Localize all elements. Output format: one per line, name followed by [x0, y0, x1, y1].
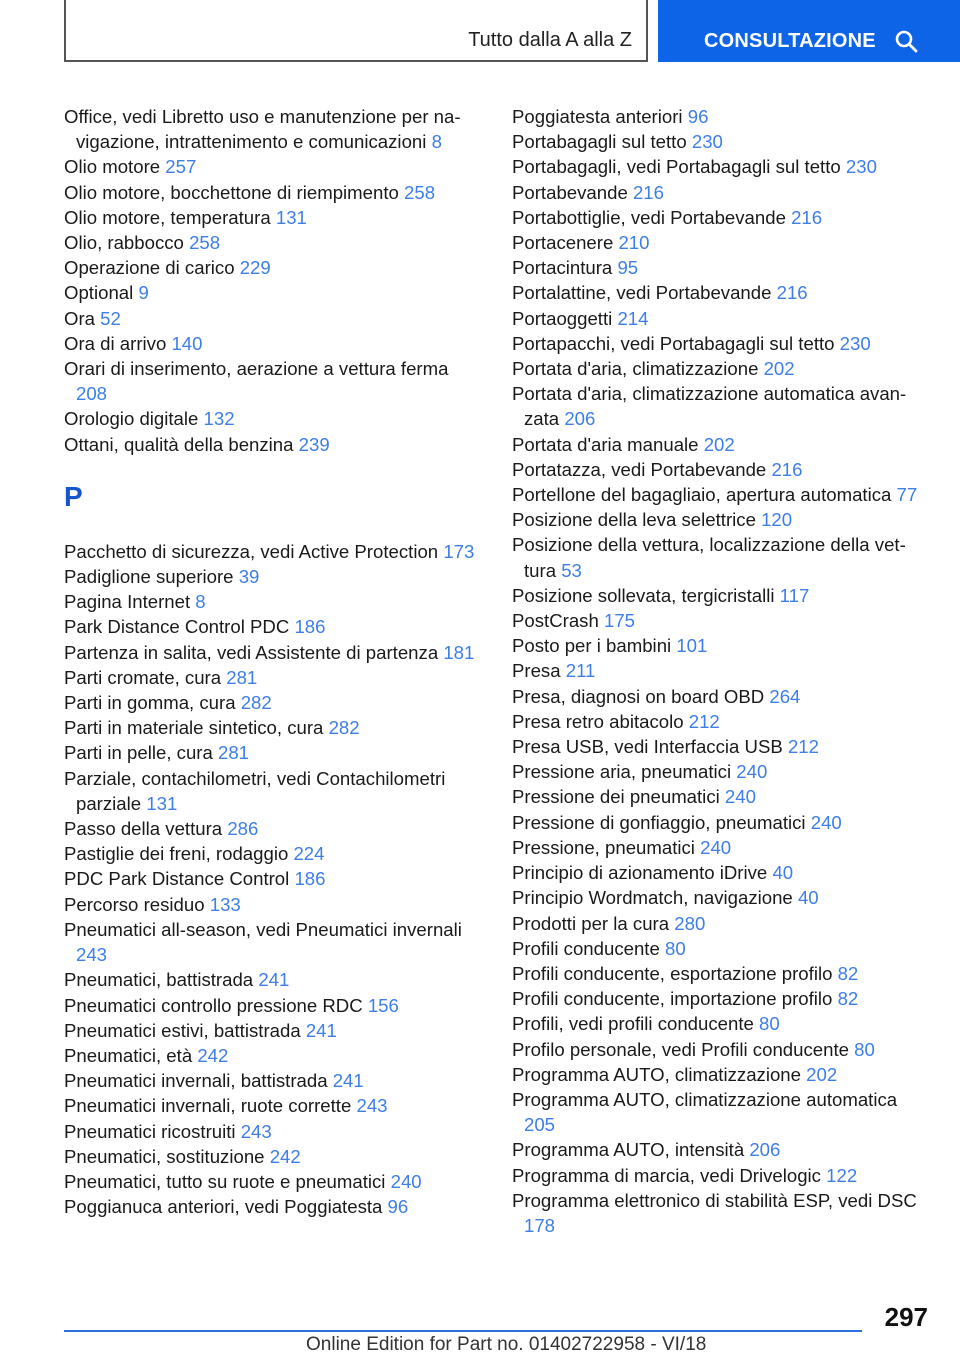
index-entry [64, 665, 484, 690]
index-entry [512, 684, 922, 709]
index-entry-page-link[interactable]: 132 [203, 408, 235, 430]
index-entry-text: Portabottiglie, vedi Portabevande [512, 206, 786, 228]
index-entry-page-link[interactable]: 82 [837, 962, 859, 984]
index-entry-page-link[interactable]: 257 [165, 156, 197, 178]
index-entry-page-link[interactable]: 95 [617, 257, 639, 279]
index-entry [64, 715, 484, 740]
index-entry-page-link[interactable]: 243 [240, 1120, 272, 1142]
index-entry-page-link[interactable]: 230 [839, 332, 871, 354]
index-entry [64, 967, 484, 992]
index-entry-text: Orologio digitale [64, 408, 199, 430]
index-entry-text: Operazione di carico [64, 257, 235, 279]
index-entry-text: Presa [512, 660, 561, 682]
index-entry-text: Profili conducente, esportazione profilo [512, 962, 833, 984]
index-entry [64, 1194, 484, 1219]
index-entry [512, 1011, 922, 1036]
index-entry-page-link[interactable]: 202 [763, 358, 795, 380]
index-entry [512, 230, 922, 255]
index-entry [64, 589, 484, 614]
index-entry [64, 331, 484, 356]
index-entry-text: Portatazza, vedi Portabevande [512, 458, 767, 480]
index-entry [64, 406, 484, 431]
index-entry-text: Pagina Internet [64, 591, 191, 613]
index-entry-page-link[interactable]: 230 [845, 156, 877, 178]
index-entry-page-link[interactable]: 140 [171, 332, 203, 354]
index-entry-page-link[interactable]: 80 [854, 1038, 875, 1060]
index-entry [512, 835, 922, 860]
index-entry-page-link[interactable]: 281 [226, 666, 258, 688]
index-entry-text: Profili conducente, importazione profilo [512, 988, 833, 1010]
index-entry [512, 784, 922, 809]
index-entry-text: Portabagagli, vedi Portabagagli sul tetto [512, 156, 841, 178]
index-entry [64, 306, 484, 331]
index-entry [512, 608, 922, 633]
index-entry-text: Pneumatici, età [64, 1044, 193, 1066]
index-entry [64, 892, 484, 917]
index-entry-page-link[interactable]: 240 [810, 811, 842, 833]
index-entry [512, 1062, 922, 1087]
index-entry-text: Parti in gomma, cura [64, 692, 236, 714]
index-entry-page-link[interactable]: 101 [676, 635, 708, 657]
index-list-o [64, 104, 484, 457]
index-entry-text: Pressione aria, pneumatici [512, 761, 732, 783]
index-entry [64, 1169, 484, 1194]
index-entry-text: Programma di marcia, vedi Drivelogic [512, 1164, 821, 1186]
index-entry [512, 658, 922, 683]
index-entry [512, 961, 922, 986]
index-entry-text: Pneumatici, battistrada [64, 969, 254, 991]
index-entry [512, 280, 922, 305]
index-entry [64, 1043, 484, 1068]
index-entry-page-link[interactable]: 206 [564, 408, 596, 430]
index-entry-page-link[interactable]: 53 [561, 559, 582, 581]
index-entry [512, 507, 922, 532]
index-entry-text: Presa, diagnosi on board OBD [512, 685, 765, 707]
index-entry [512, 583, 922, 608]
index-entry-text: PostCrash [512, 610, 599, 632]
index-entry [512, 1087, 922, 1137]
index-entry-text: Parti in pelle, cura [64, 742, 213, 764]
index-entry-page-link[interactable]: 230 [691, 131, 723, 153]
index-entry-page-link[interactable]: 120 [761, 509, 793, 531]
index-entry-text: Pacchetto di sicurezza, vedi Active Protection [64, 540, 439, 562]
index-entry [512, 482, 922, 507]
index-entry-page-link[interactable]: 96 [687, 106, 709, 127]
index-entry [64, 356, 484, 406]
index-entry-page-link[interactable]: 8 [195, 591, 206, 613]
index-entry [512, 129, 922, 154]
index-entry-page-link[interactable]: 186 [294, 868, 326, 890]
index-entry-page-link[interactable]: 258 [404, 181, 436, 203]
index-entry [512, 457, 922, 482]
index-entry-text: Programma AUTO, climatizzazione [512, 1063, 801, 1085]
index-entry-page-link[interactable]: 214 [617, 307, 649, 329]
index-entry [64, 539, 484, 564]
index-entry-page-link[interactable]: 258 [189, 232, 221, 254]
index-entry-text: Olio motore [64, 156, 161, 178]
index-list-p [64, 539, 484, 1219]
index-entry [64, 816, 484, 841]
index-entry [64, 766, 484, 816]
index-entry-page-link[interactable]: 210 [618, 232, 650, 254]
index-entry [64, 154, 484, 179]
index-entry-page-link[interactable]: 122 [826, 1164, 858, 1186]
index-entry-text: Orari di inserimento, aerazione a vettura ferma [64, 358, 449, 380]
index-entry-text: Presa retro abitacolo [512, 710, 684, 732]
index-entry-page-link[interactable]: 212 [688, 710, 720, 732]
index-entry-text: Posizione sollevata, tergicristalli [512, 584, 775, 606]
index-entry-text: Pneumatici estivi, battistrada [64, 1019, 301, 1041]
index-entry-text: Portacenere [512, 232, 614, 254]
index-entry [64, 255, 484, 280]
index-entry-text: Programma AUTO, climatizzazione automatica [512, 1088, 898, 1110]
index-entry [64, 104, 484, 154]
index-entry [512, 1188, 922, 1238]
index-entry-page-link[interactable]: 173 [443, 540, 475, 562]
header-section-box [64, 0, 648, 62]
index-entry-page-link[interactable]: 240 [390, 1170, 422, 1192]
index-entry-page-link[interactable]: 240 [736, 761, 768, 783]
index-entry [64, 841, 484, 866]
index-entry-text: Parti cromate, cura [64, 666, 222, 688]
index-entry-text: Portata d'aria, climatizzazione automatica avanzata [512, 383, 907, 430]
index-entry-text: Portata d'aria manuale [512, 433, 699, 455]
index-entry [64, 1144, 484, 1169]
index-entry-page-link[interactable]: 216 [776, 282, 808, 304]
index-entry [64, 205, 484, 230]
index-entry-text: Pneumatici controllo pressione RDC [64, 994, 363, 1016]
index-entry-page-link[interactable]: 133 [209, 893, 241, 915]
index-entry-page-link[interactable]: 243 [76, 944, 108, 966]
index-entry-text: Presa USB, vedi Interfaccia USB [512, 736, 783, 758]
index-entry-text: Pressione, pneumatici [512, 836, 695, 858]
consultazione-tab-label: CONSULTAZIONE [704, 30, 876, 52]
index-entry [512, 331, 922, 356]
index-entry [512, 432, 922, 457]
index-entry-text: PDC Park Distance Control [64, 868, 290, 890]
index-entry-page-link[interactable]: 282 [240, 692, 272, 714]
index-entry-page-link[interactable]: 286 [227, 818, 259, 840]
index-entry-page-link[interactable]: 82 [837, 988, 859, 1010]
index-entry [64, 564, 484, 589]
index-entry [64, 640, 484, 665]
index-entry-text: Olio motore, bocchettone di riempimento [64, 181, 399, 203]
index-entry-text: Pneumatici all-season, vedi Pneumatici invernali [64, 918, 462, 940]
footer-edition-text: Online Edition for Part no. 01402722958 - VI/18 [306, 1334, 707, 1355]
index-entry [64, 1018, 484, 1043]
index-entry-text: Portellone del bagagliaio, apertura automatica [512, 484, 892, 506]
index-entry-text: Portacintura [512, 257, 613, 279]
index-entry [512, 1163, 922, 1188]
index-entry [512, 1037, 922, 1062]
index-entry-page-link[interactable]: 8 [431, 131, 442, 153]
index-column-right [512, 104, 922, 1238]
index-entry-text: Pneumatici ricostruiti [64, 1120, 236, 1142]
index-entry-text: Percorso residuo [64, 893, 205, 915]
index-entry-page-link[interactable]: 242 [269, 1145, 301, 1167]
index-entry-page-link[interactable]: 96 [387, 1196, 409, 1218]
index-entry-text: Padiglione superiore [64, 566, 234, 588]
index-entry-page-link[interactable]: 282 [328, 717, 360, 739]
index-entry-page-link[interactable]: 205 [524, 1114, 556, 1136]
index-entry [512, 936, 922, 961]
index-entry-page-link[interactable]: 39 [238, 566, 260, 588]
index-entry-text: Optional [64, 282, 134, 304]
index-entry [512, 860, 922, 885]
index-entry-text: Programma AUTO, intensità [512, 1139, 745, 1161]
index-entry-text: Passo della vettura [64, 818, 223, 840]
index-entry [512, 734, 922, 759]
index-entry-text: Ora [64, 307, 95, 329]
index-entry-page-link[interactable]: 212 [787, 736, 819, 758]
index-entry [512, 759, 922, 784]
index-entry [64, 180, 484, 205]
index-entry-page-link[interactable]: 216 [632, 181, 664, 203]
index-entry-text: Profili, vedi profili conducente [512, 1013, 754, 1035]
index-entry-page-link[interactable]: 77 [896, 484, 918, 506]
index-entry [64, 280, 484, 305]
index-entry-text: Posizione della leva selettrice [512, 509, 756, 531]
index-entry-page-link[interactable]: 241 [305, 1019, 337, 1041]
index-entry-text: Prodotti per la cura [512, 912, 670, 934]
index-entry-page-link[interactable]: 175 [603, 610, 636, 632]
index-entry [512, 381, 922, 431]
index-entry-text: Portaoggetti [512, 307, 613, 329]
index-entry-page-link[interactable]: 202 [806, 1063, 838, 1085]
index-entry-text: Park Distance Control PDC [64, 616, 290, 638]
index-entry [64, 614, 484, 639]
index-entry [512, 205, 922, 230]
index-entry [512, 911, 922, 936]
index-entry-page-link[interactable]: 264 [769, 685, 801, 707]
index-entry-page-link[interactable]: 243 [356, 1095, 388, 1117]
index-entry [512, 885, 922, 910]
index-entry-text: Posto per i bambini [512, 635, 672, 657]
index-entry-page-link[interactable]: 206 [749, 1139, 781, 1161]
index-entry-text: Pneumatici invernali, battistrada [64, 1070, 328, 1092]
index-entry [64, 432, 484, 457]
index-entry-text: Poggiatesta anteriori [512, 106, 683, 127]
index-entry-text: Profili conducente [512, 937, 660, 959]
index-entry-text: Parziale, contachilometri, vedi Contachilometri parziale [64, 767, 446, 814]
index-entry-text: Olio, rabbocco [64, 232, 184, 254]
index-entry-page-link[interactable]: 131 [146, 792, 178, 814]
index-entry-page-link[interactable]: 156 [367, 994, 399, 1016]
index-entry-page-link[interactable]: 224 [293, 843, 325, 865]
index-entry [64, 230, 484, 255]
index-entry-text: Pneumatici, tutto su ruote e pneumatici [64, 1170, 386, 1192]
index-entry-text: Posizione della vettura, localizzazione della vettura [512, 534, 906, 581]
index-entry-page-link[interactable]: 211 [565, 660, 596, 682]
index-entry-page-link[interactable]: 242 [197, 1044, 229, 1066]
index-entry-page-link[interactable]: 131 [275, 206, 307, 228]
index-entry-text: Pneumatici, sostituzione [64, 1145, 265, 1167]
search-icon[interactable] [894, 29, 918, 53]
index-column-left [64, 104, 484, 1219]
index-entry [64, 1119, 484, 1144]
index-entry-page-link[interactable]: 280 [674, 912, 706, 934]
index-entry-page-link[interactable]: 9 [138, 282, 149, 304]
footer-rule [64, 1330, 862, 1332]
index-entry-text: Office, vedi Libretto uso e manutenzione per navigazione, intrattenimento e comunicazioni [64, 106, 461, 153]
index-entry-page-link[interactable]: 181 [443, 641, 475, 663]
index-entry [64, 993, 484, 1018]
index-entry-page-link[interactable]: 178 [524, 1214, 556, 1236]
consultazione-tab[interactable] [658, 0, 960, 62]
section-letter: P [64, 480, 83, 512]
index-entry-text: Pastiglie dei freni, rodaggio [64, 843, 289, 865]
index-entry [512, 810, 922, 835]
index-entry-text: Principio Wordmatch, navigazione [512, 887, 793, 909]
index-entry-page-link[interactable]: 281 [218, 742, 250, 764]
index-entry-page-link[interactable]: 229 [239, 257, 271, 279]
index-entry-text: Pressione di gonfiaggio, pneumatici [512, 811, 806, 833]
index-entry-page-link[interactable]: 80 [759, 1013, 780, 1035]
index-entry-page-link[interactable]: 240 [700, 836, 732, 858]
index-entry [64, 866, 484, 891]
index-entry-page-link[interactable]: 239 [298, 433, 330, 455]
index-entry [64, 1068, 484, 1093]
index-entry-text: Parti in materiale sintetico, cura [64, 717, 324, 739]
index-entry [512, 709, 922, 734]
index-entry-page-link[interactable]: 40 [797, 887, 819, 909]
index-entry-page-link[interactable]: 216 [771, 458, 803, 480]
index-entry-text: Profilo personale, vedi Profili conducente [512, 1038, 849, 1060]
index-entry [64, 690, 484, 715]
index-entry-text: Olio motore, temperatura [64, 206, 271, 228]
index-entry-text: Principio di azionamento iDrive [512, 862, 768, 884]
index-entry-page-link[interactable]: 208 [76, 383, 108, 405]
index-entry [512, 255, 922, 280]
index-entry-text: Portapacchi, vedi Portabagagli sul tetto [512, 332, 835, 354]
index-entry-text: Portata d'aria, climatizzazione [512, 358, 759, 380]
index-entry-text: Pressione dei pneumatici [512, 786, 720, 808]
index-entry-text: Pneumatici invernali, ruote corrette [64, 1095, 352, 1117]
index-entry-text: Portabagagli sul tetto [512, 131, 687, 153]
index-entry-text: Poggianuca anteriori, vedi Poggiatesta [64, 1196, 383, 1218]
index-entry [512, 633, 922, 658]
index-entry-page-link[interactable]: 186 [294, 616, 326, 638]
index-entry [512, 306, 922, 331]
index-entry-page-link[interactable]: 216 [791, 206, 823, 228]
section-title: Tutto dalla A alla Z [468, 29, 632, 51]
page-number: 297 [884, 1302, 928, 1332]
index-entry-page-link[interactable]: 202 [703, 433, 735, 455]
index-entry-page-link[interactable]: 52 [100, 307, 121, 329]
index-entry-page-link[interactable]: 117 [779, 584, 810, 606]
index-entry-text: Ottani, qualità della benzina [64, 433, 294, 455]
index-entry-page-link[interactable]: 80 [664, 937, 686, 959]
index-entry [512, 1137, 922, 1162]
index-entry [512, 104, 922, 129]
index-entry-text: Partenza in salita, vedi Assistente di partenza [64, 641, 439, 663]
index-entry-page-link[interactable]: 241 [332, 1070, 364, 1092]
index-list-p-continued [512, 104, 922, 1238]
index-entry-text: Programma elettronico di stabilità ESP, vedi DSC [512, 1189, 917, 1211]
index-entry-text: Portabevande [512, 181, 628, 203]
index-entry-page-link[interactable]: 240 [724, 786, 756, 808]
index-entry-page-link[interactable]: 241 [258, 969, 290, 991]
index-entry [512, 356, 922, 381]
index-entry-text: Portalattine, vedi Portabevande [512, 282, 772, 304]
index-entry [512, 180, 922, 205]
index-entry [64, 1093, 484, 1118]
index-entry [64, 917, 484, 967]
index-entry [512, 154, 922, 179]
index-entry [512, 986, 922, 1011]
index-entry [64, 740, 484, 765]
index-entry-text: Ora di arrivo [64, 332, 167, 354]
index-entry [512, 532, 922, 582]
index-entry-page-link[interactable]: 40 [772, 862, 794, 884]
